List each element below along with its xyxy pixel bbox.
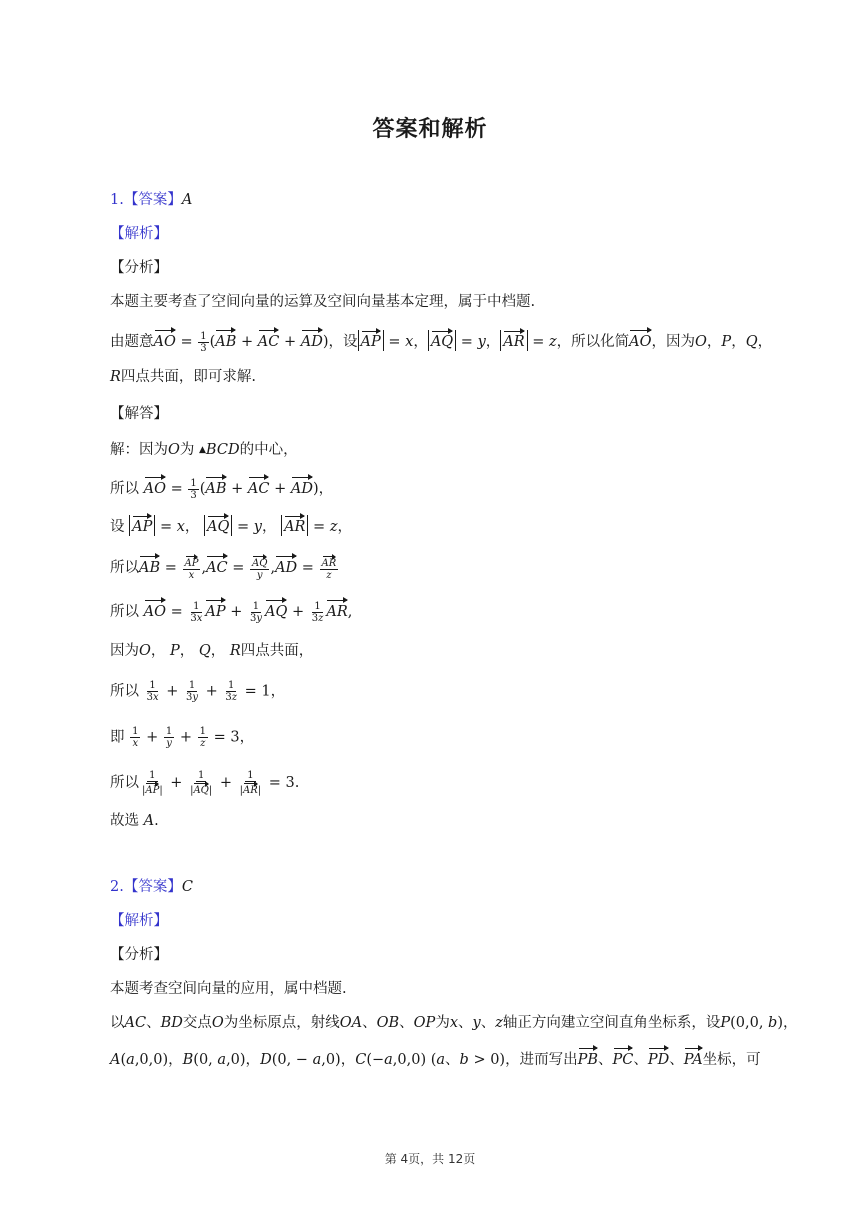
q1-solution-3: 设 AP = x， AQ = y， AR = z， [110,515,352,537]
q2-answer-tag: 【答案】 [123,879,182,895]
q1-solution-6: 因为O， P， Q， R四点共面， [110,643,314,659]
sol1b-text: 为 [179,442,195,458]
choose-value: A [143,813,155,829]
four-points-text: 四点共面， [240,643,314,659]
q1-solution-9: 所以 $\frac{1}{|AP|}$ + $\frac{1}{|AQ|}$ + $\frac{1}{|AR|}$ = 3. [110,770,300,796]
triangle-icon: ▲ [199,445,206,455]
q1-answer-line [110,190,192,210]
ji-text: 即 [110,729,125,746]
page-footer: 第 4页，共 12页 [384,1152,476,1166]
q1-answer-tag: 【答案】 [123,192,182,208]
q1-solution-7: 所以 $\frac{1}{3x}$ + $\frac{1}{3y}$ + $\frac{1}{3z}$ = 1， [110,680,286,703]
q1-solution-2: 所以 AO = $\frac{1}{3}$ (AB + AC + AD)， [110,477,334,501]
q2-line1-d: 为 [435,1015,450,1031]
q2-answer-line [110,877,193,897]
q2-number: 2. [110,879,124,895]
q1-fenxi-tag: 【分析】 [110,260,168,276]
so-text: 所以 [110,481,139,497]
so-text: 所以 [110,775,139,791]
eq-three: = 3 [213,729,240,746]
q1-answer-value: A [181,192,193,208]
q1-solution-10 [110,811,159,831]
choose-text: 故选 [110,813,139,829]
set-text: 设 [110,519,125,535]
q1-analysis-line2: R四点共面，即可求解. [110,369,257,385]
q2-fenxi-tag: 【分析】 [110,947,168,963]
q2-line2-tail: 坐标，可 [702,1052,761,1068]
so-text: 所以 [110,604,139,620]
so-text: 所以 [110,683,139,700]
q1-solution-8: 即 $\frac{1}{x}$ + $\frac{1}{y}$ + $\frac{1}{z}$ = 3， [110,726,255,749]
sol1-text: 解：因为 [110,442,168,458]
q1-solution-4: 所以AB = $\frac{AP}{x}$ ,AC = $\frac{AQ}{y}$ ,AD = $\frac{AR}{z}$ [110,555,339,581]
q1-jieda-tag: 【解答】 [110,406,168,422]
analysis-line2: 四点共面，即可求解. [120,369,257,385]
analysis-mid3: ，因为 [651,334,696,350]
analysis-prefix: 由题意 [110,334,154,350]
q2-jiexi-tag: 【解析】 [110,913,168,929]
q1-solution-5: 所以 AO = $\frac{1}{3x}$ AP + $\frac{1}{3y}$ AQ + $\frac{1}{3z}$ AR, [110,600,353,624]
so-text: 所以 [110,560,139,576]
analysis-mid2: ，所以化简 [556,334,630,350]
q2-line1-c: 为坐标原点，射线 [223,1015,340,1031]
q2-line1-e: 轴正方向建立空间直角坐标系，设 [502,1015,721,1031]
period: . [154,813,159,829]
q2-answer-value: C [181,879,193,895]
q1-fenxi-text: 本题主要考查了空间向量的运算及空间向量基本定理，属于中档题. [110,294,536,310]
analysis-mid1: ，设 [328,334,358,350]
q2-line2-end: ，进而写出 [505,1052,578,1068]
q1-number: 1. [110,192,124,208]
eq-one: = 1 [244,683,271,700]
q1-analysis-line1: 由题意AO = $\frac{1}{3}$ (AB + AC + AD)，设 AP = x， AQ = y， AR = z，所以化简AO，因为O，P，Q， [110,330,773,354]
sol1c-text: 的中心， [239,442,298,458]
q2-line1-a: 以 [110,1015,125,1031]
because-text: 因为 [110,643,139,659]
q2-analysis-line2: A(a,0,0)，B(0, a,0)，D(0, − a,0)，C(−a,0,0) (a、b > 0)，进而写出PB、PC、PD、PA坐标，可 [110,1047,761,1070]
q2-fenxi-text: 本题考查空间向量的应用，属中档题. [110,981,347,997]
q2-analysis-line1: 以AC、BD交点O为坐标原点，射线OA、OB、OP为x、y、z轴正方向建立空间直角坐标系，设P(0,0, b)， [110,1015,798,1031]
q1-jiexi-tag: 【解析】 [110,226,168,242]
eq-three: = 3 [268,775,295,791]
page-title: 答案和解析 [372,117,488,142]
q2-line1-b: 交点 [182,1015,212,1031]
q1-solution-1: 解：因为O为 ▲BCD的中心， [110,442,298,458]
